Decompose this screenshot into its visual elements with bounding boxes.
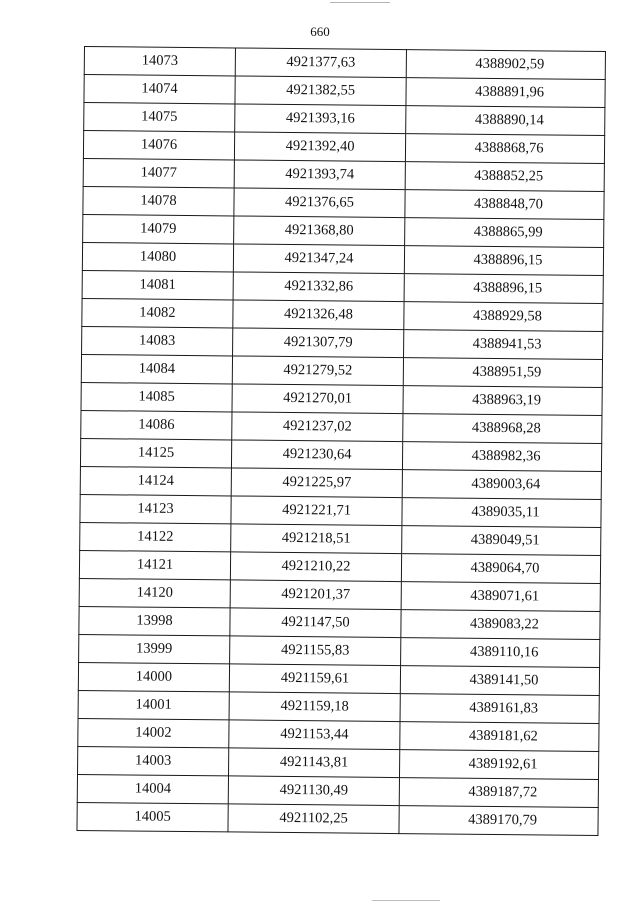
point-id-cell: 14077 [83, 158, 234, 187]
table-row [82, 298, 603, 331]
table-row [82, 270, 603, 303]
x-coordinate-cell: 4921221,71 [231, 496, 402, 526]
y-coordinate-cell: 4389170,79 [399, 806, 598, 836]
x-coordinate-cell: 4921153,44 [229, 720, 400, 750]
point-id-cell: 14076 [83, 131, 234, 160]
point-id-cell: 14123 [80, 494, 231, 523]
point-id-cell: 14080 [82, 242, 233, 271]
y-coordinate-cell: 4389192,61 [399, 750, 598, 780]
point-id-cell: 13999 [79, 634, 230, 663]
coordinates-table [76, 46, 606, 836]
point-id-cell: 14125 [80, 438, 231, 467]
scan-edge-line-bottom [372, 900, 440, 901]
x-coordinate-cell: 4921218,51 [231, 524, 402, 554]
y-coordinate-cell: 4388848,70 [405, 190, 604, 220]
table-row [82, 242, 603, 275]
table-row [80, 466, 601, 499]
page-number: 660 [310, 24, 330, 39]
y-coordinate-cell: 4388902,59 [406, 50, 605, 80]
y-coordinate-cell: 4388896,15 [404, 274, 603, 304]
x-coordinate-cell: 4921376,65 [234, 188, 405, 218]
x-coordinate-cell: 4921102,25 [228, 804, 399, 834]
x-coordinate-cell: 4921159,18 [229, 692, 400, 722]
x-coordinate-cell: 4921392,40 [234, 132, 405, 162]
table-row [80, 494, 601, 527]
table-row [80, 522, 601, 555]
y-coordinate-cell: 4388896,15 [404, 246, 603, 276]
table-row [77, 802, 598, 835]
point-id-cell: 14078 [83, 186, 234, 215]
x-coordinate-cell: 4921393,74 [234, 160, 405, 190]
point-id-cell: 14086 [81, 410, 232, 439]
y-coordinate-cell: 4388968,28 [403, 414, 602, 444]
y-coordinate-cell: 4389049,51 [402, 526, 601, 556]
y-coordinate-cell: 4388852,25 [405, 162, 604, 192]
point-id-cell: 14000 [78, 662, 229, 691]
table-row [84, 103, 605, 136]
point-id-cell: 14004 [77, 774, 228, 803]
y-coordinate-cell: 4388865,99 [405, 218, 604, 248]
x-coordinate-cell: 4921368,80 [234, 216, 405, 246]
point-id-cell: 14085 [81, 382, 232, 411]
x-coordinate-cell: 4921155,83 [230, 636, 401, 666]
point-id-cell: 14081 [82, 270, 233, 299]
x-coordinate-cell: 4921332,86 [233, 272, 404, 302]
x-coordinate-cell: 4921347,24 [233, 244, 404, 274]
table-row [83, 131, 604, 164]
y-coordinate-cell: 4388891,96 [406, 78, 605, 108]
x-coordinate-cell: 4921130,49 [228, 776, 399, 806]
x-coordinate-cell: 4921307,79 [233, 328, 404, 358]
table-row [79, 606, 600, 639]
point-id-cell: 14074 [84, 75, 235, 104]
table-row [78, 662, 599, 695]
table-row [78, 690, 599, 723]
x-coordinate-cell: 4921326,48 [233, 300, 404, 330]
x-coordinate-cell: 4921382,55 [235, 76, 406, 106]
y-coordinate-cell: 4389141,50 [400, 666, 599, 696]
table-row [83, 214, 604, 247]
x-coordinate-cell: 4921147,50 [230, 608, 401, 638]
point-id-cell: 14002 [78, 718, 229, 747]
y-coordinate-cell: 4388982,36 [402, 442, 601, 472]
table-row [80, 438, 601, 471]
x-coordinate-cell: 4921210,22 [230, 552, 401, 582]
point-id-cell: 14073 [84, 47, 235, 76]
x-coordinate-cell: 4921393,16 [235, 104, 406, 134]
point-id-cell: 14003 [78, 746, 229, 775]
table-row [81, 354, 602, 387]
table-row [84, 75, 605, 108]
y-coordinate-cell: 4388963,19 [403, 386, 602, 416]
table-row [78, 746, 599, 779]
y-coordinate-cell: 4389161,83 [400, 694, 599, 724]
point-id-cell: 14005 [77, 802, 228, 831]
table-row [83, 186, 604, 219]
y-coordinate-cell: 4389071,61 [401, 582, 600, 612]
x-coordinate-cell: 4921201,37 [230, 580, 401, 610]
table-row [81, 410, 602, 443]
point-id-cell: 14082 [82, 298, 233, 327]
y-coordinate-cell: 4389181,62 [400, 722, 599, 752]
point-id-cell: 14121 [79, 550, 230, 579]
x-coordinate-cell: 4921230,64 [231, 440, 402, 470]
table-row [77, 774, 598, 807]
y-coordinate-cell: 4389187,72 [399, 778, 598, 808]
x-coordinate-cell: 4921237,02 [232, 412, 403, 442]
point-id-cell: 14120 [79, 578, 230, 607]
point-id-cell: 13998 [79, 606, 230, 635]
x-coordinate-cell: 4921377,63 [235, 48, 406, 78]
table-row [81, 382, 602, 415]
table-row [84, 47, 605, 80]
point-id-cell: 14001 [78, 690, 229, 719]
table-row [78, 718, 599, 751]
scan-edge-line-top [330, 2, 390, 3]
y-coordinate-cell: 4389110,16 [401, 638, 600, 668]
point-id-cell: 14083 [82, 326, 233, 355]
y-coordinate-cell: 4389003,64 [402, 470, 601, 500]
point-id-cell: 14075 [84, 103, 235, 132]
x-coordinate-cell: 4921279,52 [232, 356, 403, 386]
point-id-cell: 14122 [80, 522, 231, 551]
table-row [79, 578, 600, 611]
point-id-cell: 14124 [80, 466, 231, 495]
y-coordinate-cell: 4388951,59 [403, 358, 602, 388]
y-coordinate-cell: 4388929,58 [404, 302, 603, 332]
table-row [82, 326, 603, 359]
x-coordinate-cell: 4921270,01 [232, 384, 403, 414]
point-id-cell: 14079 [83, 214, 234, 243]
table-row [79, 550, 600, 583]
coordinates-table-body [77, 47, 606, 836]
y-coordinate-cell: 4388868,76 [405, 134, 604, 164]
x-coordinate-cell: 4921225,97 [231, 468, 402, 498]
table-row [83, 158, 604, 191]
y-coordinate-cell: 4388890,14 [406, 106, 605, 136]
point-id-cell: 14084 [81, 354, 232, 383]
y-coordinate-cell: 4389035,11 [402, 498, 601, 528]
y-coordinate-cell: 4389083,22 [401, 610, 600, 640]
x-coordinate-cell: 4921159,61 [229, 664, 400, 694]
x-coordinate-cell: 4921143,81 [229, 748, 400, 778]
y-coordinate-cell: 4388941,53 [404, 330, 603, 360]
table-row [79, 634, 600, 667]
y-coordinate-cell: 4389064,70 [401, 554, 600, 584]
